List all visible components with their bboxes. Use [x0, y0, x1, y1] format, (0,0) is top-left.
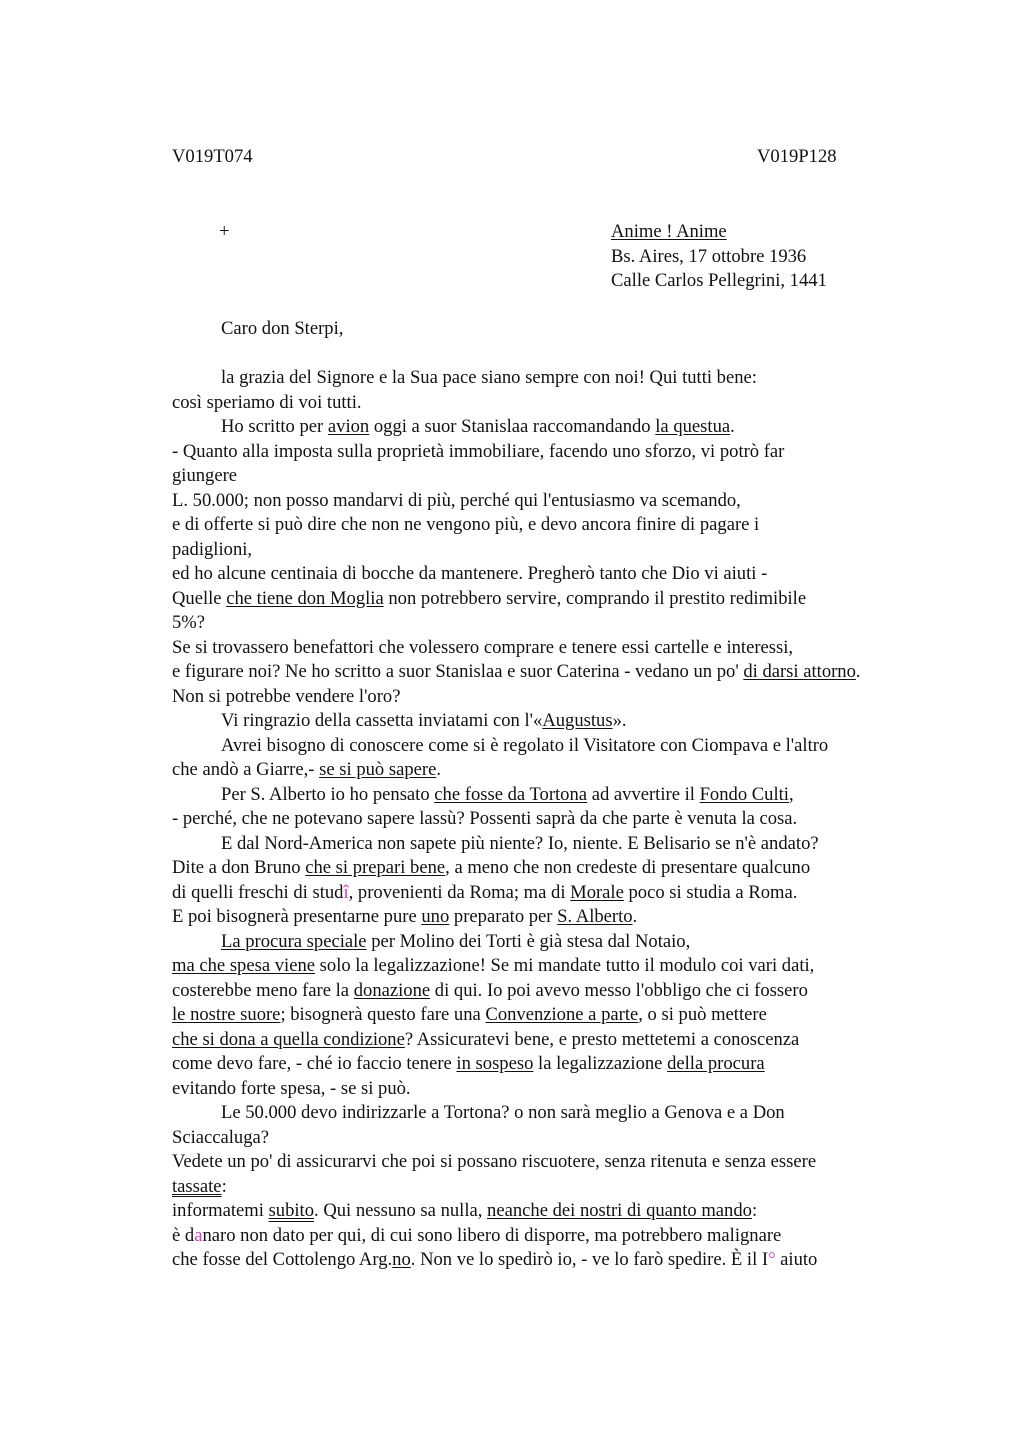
- text-span: informatemi: [172, 1200, 269, 1221]
- letter-line: [172, 856, 810, 880]
- text-span: costerebbe meno fare la: [172, 979, 354, 1001]
- letter-line: [221, 709, 627, 733]
- letter-line: [172, 1052, 765, 1076]
- underlined-text: la questua: [655, 416, 731, 437]
- text-span: - Quanto alla imposta sulla proprietà immobiliare, facendo uno sforzo, vi potrò far: [172, 440, 785, 462]
- letter-line: [172, 1028, 799, 1052]
- letter-line: [172, 1224, 781, 1248]
- text-span: come devo fare, - ché io faccio tenere: [172, 1053, 457, 1074]
- text-span: di qui. Io poi avevo messo l'obbligo che ci fossero: [430, 979, 808, 1001]
- text-span: la grazia del Signore e la Sua pace siano sempre con noi! Qui tutti bene:: [221, 367, 757, 388]
- highlighted-char: î: [343, 881, 349, 903]
- text-span: per Molino dei Torti è già stesa dal Notaio,: [366, 930, 691, 952]
- text-span: Non si potrebbe vendere l'oro?: [172, 685, 401, 707]
- letter-line: [172, 979, 808, 1003]
- letter-line: [172, 954, 814, 978]
- underlined-text: se si può sapere: [319, 759, 437, 780]
- text-span: Per S. Alberto io ho pensato: [221, 783, 435, 805]
- text-span: e figurare noi? Ne ho scritto a suor Stanislaa e suor Caterina - vedano un po': [172, 661, 744, 682]
- text-span: .: [632, 906, 638, 927]
- underlined-text: uno: [421, 906, 450, 927]
- letter-line: [221, 415, 735, 439]
- text-span: è d: [172, 1224, 195, 1246]
- text-span: giungere: [172, 465, 238, 486]
- letter-line: [172, 1199, 757, 1223]
- text-span: L. 50.000; non posso mandarvi di più, perché qui l'entusiasmo va scemando,: [172, 489, 741, 511]
- text-span: . Qui nessuno sa nulla,: [314, 1200, 488, 1221]
- letter-line: [221, 783, 794, 807]
- text-span: ; bisognerà questo fare una: [280, 1004, 486, 1025]
- letter-line: [172, 391, 362, 415]
- highlighted-char: °: [768, 1249, 776, 1270]
- underlined-text: donazione: [353, 979, 431, 1001]
- text-span: e di offerte si può dire che non ne vengono più, e devo ancora finire di pagare i: [172, 514, 760, 535]
- text-span: di quelli freschi di stud: [172, 881, 344, 903]
- text-span: così speriamo di voi tutti.: [172, 391, 362, 413]
- letter-line: [172, 881, 797, 905]
- text-span: oggi a suor Stanislaa raccomandando: [369, 416, 656, 437]
- letter-line: [172, 1175, 227, 1199]
- text-span: , o si può mettere: [638, 1004, 767, 1025]
- underlined-text: che si dona a quella condizione: [172, 1028, 405, 1050]
- underlined-text: che tiene don Moglia: [226, 587, 384, 609]
- text-span: Avrei bisogno di conoscere come si è regolato il Visitatore con Ciompava e l'altro: [221, 734, 829, 756]
- underlined-text: no: [392, 1249, 411, 1270]
- letter-line: [221, 1101, 785, 1125]
- text-span: :: [221, 1175, 227, 1197]
- text-span: Se si trovassero benefattori che volessero comprare e tenere essi cartelle e interessi,: [172, 636, 794, 658]
- underlined-text: Fondo Culti: [699, 783, 789, 805]
- underlined-text: Morale: [570, 881, 624, 903]
- letter-line: [172, 1150, 816, 1174]
- text-span: evitando forte spesa, - se si può.: [172, 1077, 411, 1099]
- letter-line: [172, 807, 797, 831]
- salutation: Caro don Sterpi,: [221, 318, 344, 339]
- text-span: ,: [788, 783, 794, 805]
- text-span: la legalizzazione: [533, 1053, 668, 1074]
- letter-line: [172, 440, 784, 464]
- letter-line: [172, 636, 793, 660]
- highlighted-char: a: [194, 1224, 203, 1246]
- letter-line: [172, 1003, 767, 1027]
- text-span: non potrebbero servire, comprando il prestito redimibile: [383, 587, 807, 609]
- underlined-text: Augustus: [542, 710, 613, 731]
- underlined-text: ma che spesa viene: [172, 955, 316, 976]
- text-span: .: [436, 759, 441, 780]
- text-span: .: [855, 661, 861, 682]
- text-span: aiuto: [775, 1249, 818, 1270]
- text-span: .: [730, 416, 735, 437]
- letter-line: [172, 1126, 269, 1150]
- document-code-right: V019P128: [757, 146, 837, 167]
- text-span: Vi ringrazio della cassetta inviatami con l'«: [221, 710, 543, 731]
- text-span: E dal Nord-America non sapete più niente? Io, niente. E Belisario se n'è andato?: [221, 832, 819, 854]
- letter-line: [172, 758, 441, 782]
- motto: Anime ! Anime: [611, 221, 727, 242]
- underlined-text: che fosse da Tortona: [434, 783, 588, 805]
- text-span: che andò a Giarre,-: [172, 759, 320, 780]
- underlined-text: subito: [268, 1200, 315, 1221]
- text-span: ed ho alcune centinaia di bocche da mantenere. Pregherò tanto che Dio vi aiuti -: [172, 563, 768, 584]
- underlined-text: in sospeso: [456, 1053, 534, 1074]
- place-date: Bs. Aires, 17 ottobre 1936: [611, 246, 807, 267]
- text-span: ad avvertire il: [587, 783, 700, 805]
- underlined-text: avion: [327, 416, 370, 437]
- text-span: Vedete un po' di assicurarvi che poi si possano riscuotere, senza ritenuta e senza essere: [172, 1151, 817, 1172]
- text-span: E poi bisognerà presentarne pure: [172, 906, 422, 927]
- text-span: Quelle: [172, 587, 227, 609]
- text-span: - perché, che ne potevano sapere lassù? Possenti saprà da che parte è venuta la cosa.: [172, 808, 798, 829]
- letter-line: [221, 832, 819, 856]
- underlined-text: tassate: [172, 1175, 222, 1197]
- letter-line: [221, 930, 690, 954]
- document-code-left: V019T074: [172, 146, 253, 167]
- text-span: Ho scritto per: [221, 416, 328, 437]
- text-span: che fosse del Cottolengo Arg.: [172, 1249, 393, 1270]
- underlined-text: che si prepari bene: [305, 857, 446, 878]
- text-span: :: [751, 1200, 758, 1221]
- text-span: padiglioni,: [172, 538, 253, 560]
- underlined-text: le nostre suore: [172, 1004, 281, 1025]
- letter-line: [172, 562, 767, 586]
- text-span: ».: [612, 710, 627, 731]
- letter-line: [172, 538, 252, 562]
- text-span: , provenienti da Roma; ma di: [348, 881, 571, 903]
- letter-line: [221, 734, 828, 758]
- text-span: poco si studia a Roma.: [623, 881, 798, 903]
- text-span: , a meno che non credeste di presentare qualcuno: [445, 857, 811, 878]
- letter-line: [172, 513, 759, 537]
- text-span: solo la legalizzazione! Se mi mandate tutto il modulo coi vari dati,: [315, 955, 815, 976]
- letter-line: [172, 1077, 411, 1101]
- underlined-text: La procura speciale: [221, 930, 367, 952]
- letter-line: [172, 660, 861, 684]
- address: Calle Carlos Pellegrini, 1441: [611, 270, 827, 291]
- letter-line: [172, 611, 205, 635]
- letter-line: [172, 587, 806, 611]
- cross-mark: +: [219, 221, 230, 242]
- underlined-text: neanche dei nostri di quanto mando: [487, 1200, 752, 1221]
- text-span: Sciaccaluga?: [172, 1126, 270, 1148]
- letter-line: [172, 685, 400, 709]
- underlined-text: di darsi attorno: [743, 661, 856, 682]
- letter-line: [221, 366, 757, 390]
- text-span: . Non ve lo spedirò io, - ve lo farò spedire. È il I: [410, 1249, 769, 1270]
- letter-line: [172, 464, 237, 488]
- text-span: ? Assicuratevi bene, e presto mettetemi a conoscenza: [404, 1028, 800, 1050]
- text-span: 5%?: [172, 612, 206, 633]
- underlined-text: della procura: [667, 1053, 765, 1074]
- letter-line: [172, 905, 637, 929]
- text-span: preparato per: [449, 906, 558, 927]
- underlined-text: S. Alberto: [557, 906, 633, 927]
- letter-line: [172, 1248, 817, 1272]
- letter-line: [172, 489, 741, 513]
- text-span: Dite a don Bruno: [172, 857, 306, 878]
- text-span: naro non dato per qui, di cui sono libero di disporre, ma potrebbero malignare: [202, 1224, 782, 1246]
- underlined-text: Convenzione a parte: [485, 1004, 639, 1025]
- text-span: Le 50.000 devo indirizzarle a Tortona? o non sarà meglio a Genova e a Don: [221, 1102, 785, 1123]
